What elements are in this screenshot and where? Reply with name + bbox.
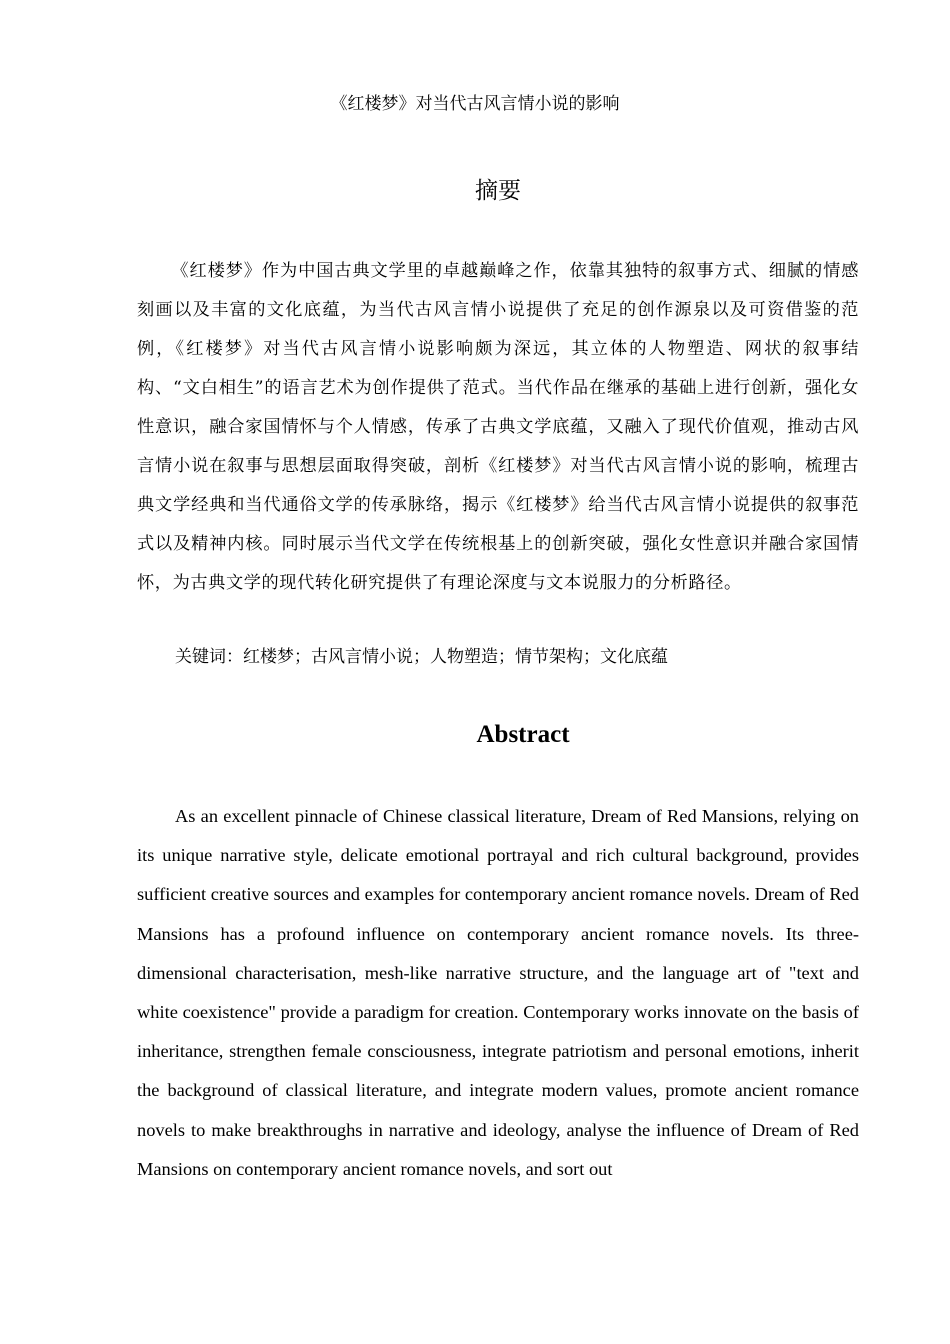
english-abstract-heading: Abstract <box>476 721 570 748</box>
paper-title: 《红楼梦》对当代古风言情小说的影响 <box>330 94 620 114</box>
keywords-label: 关键词： <box>175 647 243 667</box>
english-abstract-body: As an excellent pinnacle of Chinese classical literature, Dream of Red Mansions, relying on its unique narrative style, delicate emotional portrayal and rich cultural background, provides sufficient creative sources and examples for contemporary ancient romance novels. Dream of Red Mansions has a profound influence on contemporary ancient romance novels. Its three-dimensional characterisation, mesh-like narrative structure, and the language art of "text and white coexistence" provide a paradigm for creation. Contemporary works innovate on the basis of inheritance, strengthen female consciousness, integrate patriotism and personal emotions, inherit the background of classical literature, and integrate modern values, promote ancient romance novels to make breakthroughs in narrative and ideology, analyse the influence of Dream of Red Mansions on contemporary ancient romance novels, and sort out <box>137 806 859 1179</box>
chinese-abstract-body: 《红楼梦》作为中国古典文学里的卓越巅峰之作，依靠其独特的叙事方式、细腻的情感刻画以及丰富的文化底蕴，为当代古风言情小说提供了充足的创作源泉以及可资借鉴的范例，《红楼梦》对当代古风言情小说影响颇为深远，其立体的人物塑造、网状的叙事结构、“文白相生”的语言艺术为创作提供了范式。当代作品在继承的基础上进行创新，强化女性意识，融合家国情怀与个人情感，传承了古典文学底蕴，又融入了现代价值观，推动古风言情小说在叙事与思想层面取得突破，剖析《红楼梦》对当代古风言情小说的影响，梳理古典文学经典和当代通俗文学的传承脉络，揭示《红楼梦》给当代古风言情小说提供的叙事范式以及精神内核。同时展示当代文学在传统根基上的创新突破，强化女性意识并融合家国情怀，为古典文学的现代转化研究提供了有理论深度与文本说服力的分析路径。 <box>137 261 859 593</box>
keywords-list: 红楼梦；古风言情小说；人物塑造；情节架构；文化底蕴 <box>243 647 668 667</box>
chinese-keywords <box>137 642 859 672</box>
chinese-abstract-heading: 摘要 <box>475 178 521 204</box>
